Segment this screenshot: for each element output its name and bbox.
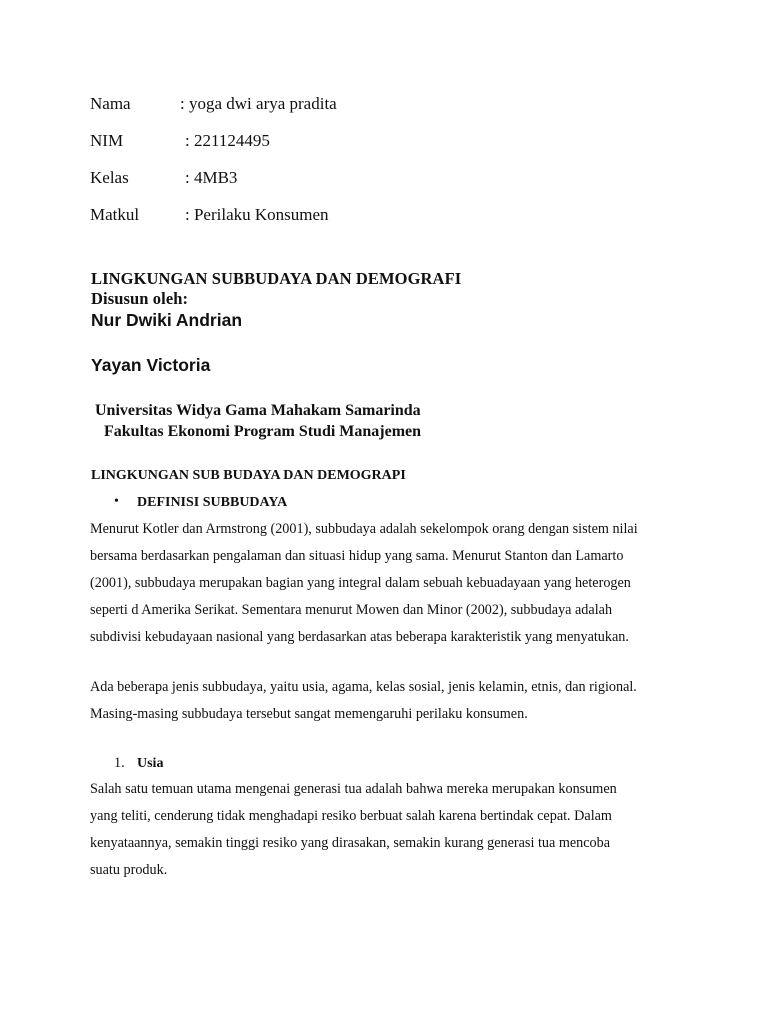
paragraph-line: Ada beberapa jenis subbudaya, yaitu usia, agama, kelas sosial, jenis kelamin, etnis, dan rigional. — [90, 679, 637, 695]
paragraph-definition — [90, 516, 638, 651]
numbered-marker: 1. — [114, 755, 125, 771]
paragraph-line: yang teliti, cenderung tidak menghadapi resiko berbuat salah karena bertindak cepat. Dalam — [90, 808, 612, 824]
numbered-heading: Usia — [137, 756, 164, 771]
paragraph-line: Salah satu temuan utama mengenai generasi tua adalah bahwa mereka merupakan konsumen — [90, 781, 617, 797]
nim-value: : 221124495 — [185, 131, 270, 150]
paragraph-line: (2001), subbudaya merupakan bagian yang integral dalam sebuah kebuadayaan yang heterogen — [90, 575, 631, 591]
nama-label: Nama — [90, 94, 131, 113]
paragraph-line: bersama berdasarkan pengalaman dan situasi hidup yang sama. Menurut Stanton dan Lamarto — [90, 548, 624, 564]
university-name: Universitas Widya Gama Mahakam Samarinda — [95, 402, 421, 419]
matkul-label: Matkul — [90, 205, 140, 224]
paragraph-line: subdivisi kebudayaan nasional yang berdasarkan atas beberapa karakteristik yang menyatukan. — [90, 629, 629, 645]
bullet-icon: • — [114, 494, 119, 509]
paragraph-line: Menurut Kotler dan Armstrong (2001), subbudaya adalah sekelompok orang dengan sistem nilai — [90, 521, 638, 537]
kelas-label: Kelas — [90, 168, 129, 187]
nama-value: : yoga dwi arya pradita — [180, 94, 337, 113]
paragraph-line: kenyataannya, semakin tinggi resiko yang dirasakan, semakin kurang generasi tua mencoba — [90, 835, 611, 851]
paragraph-age — [90, 776, 617, 884]
paragraph-types — [90, 674, 637, 728]
bullet-heading: DEFINISI SUBBUDAYA — [137, 495, 288, 510]
author-name-1: Nur Dwiki Andrian — [91, 310, 243, 330]
section-heading: LINGKUNGAN SUB BUDAYA DAN DEMOGRAPI — [91, 468, 406, 483]
author-name-2: Yayan Victoria — [91, 355, 211, 375]
nim-label: NIM — [90, 131, 124, 150]
paragraph-line: suatu produk. — [90, 862, 168, 878]
document-title: LINGKUNGAN SUBBUDAYA DAN DEMOGRAFI — [91, 269, 462, 288]
paragraph-line: seperti d Amerika Serikat. Sementara menurut Mowen dan Minor (2002), subbudaya adalah — [90, 602, 613, 618]
faculty-name: Fakultas Ekonomi Program Studi Manajemen — [104, 423, 422, 440]
compiled-by-label: Disusun oleh: — [91, 289, 189, 308]
matkul-value: : Perilaku Konsumen — [185, 205, 329, 224]
paragraph-line: Masing-masing subbudaya tersebut sangat memengaruhi perilaku konsumen. — [90, 706, 528, 722]
kelas-value: : 4MB3 — [185, 168, 238, 187]
